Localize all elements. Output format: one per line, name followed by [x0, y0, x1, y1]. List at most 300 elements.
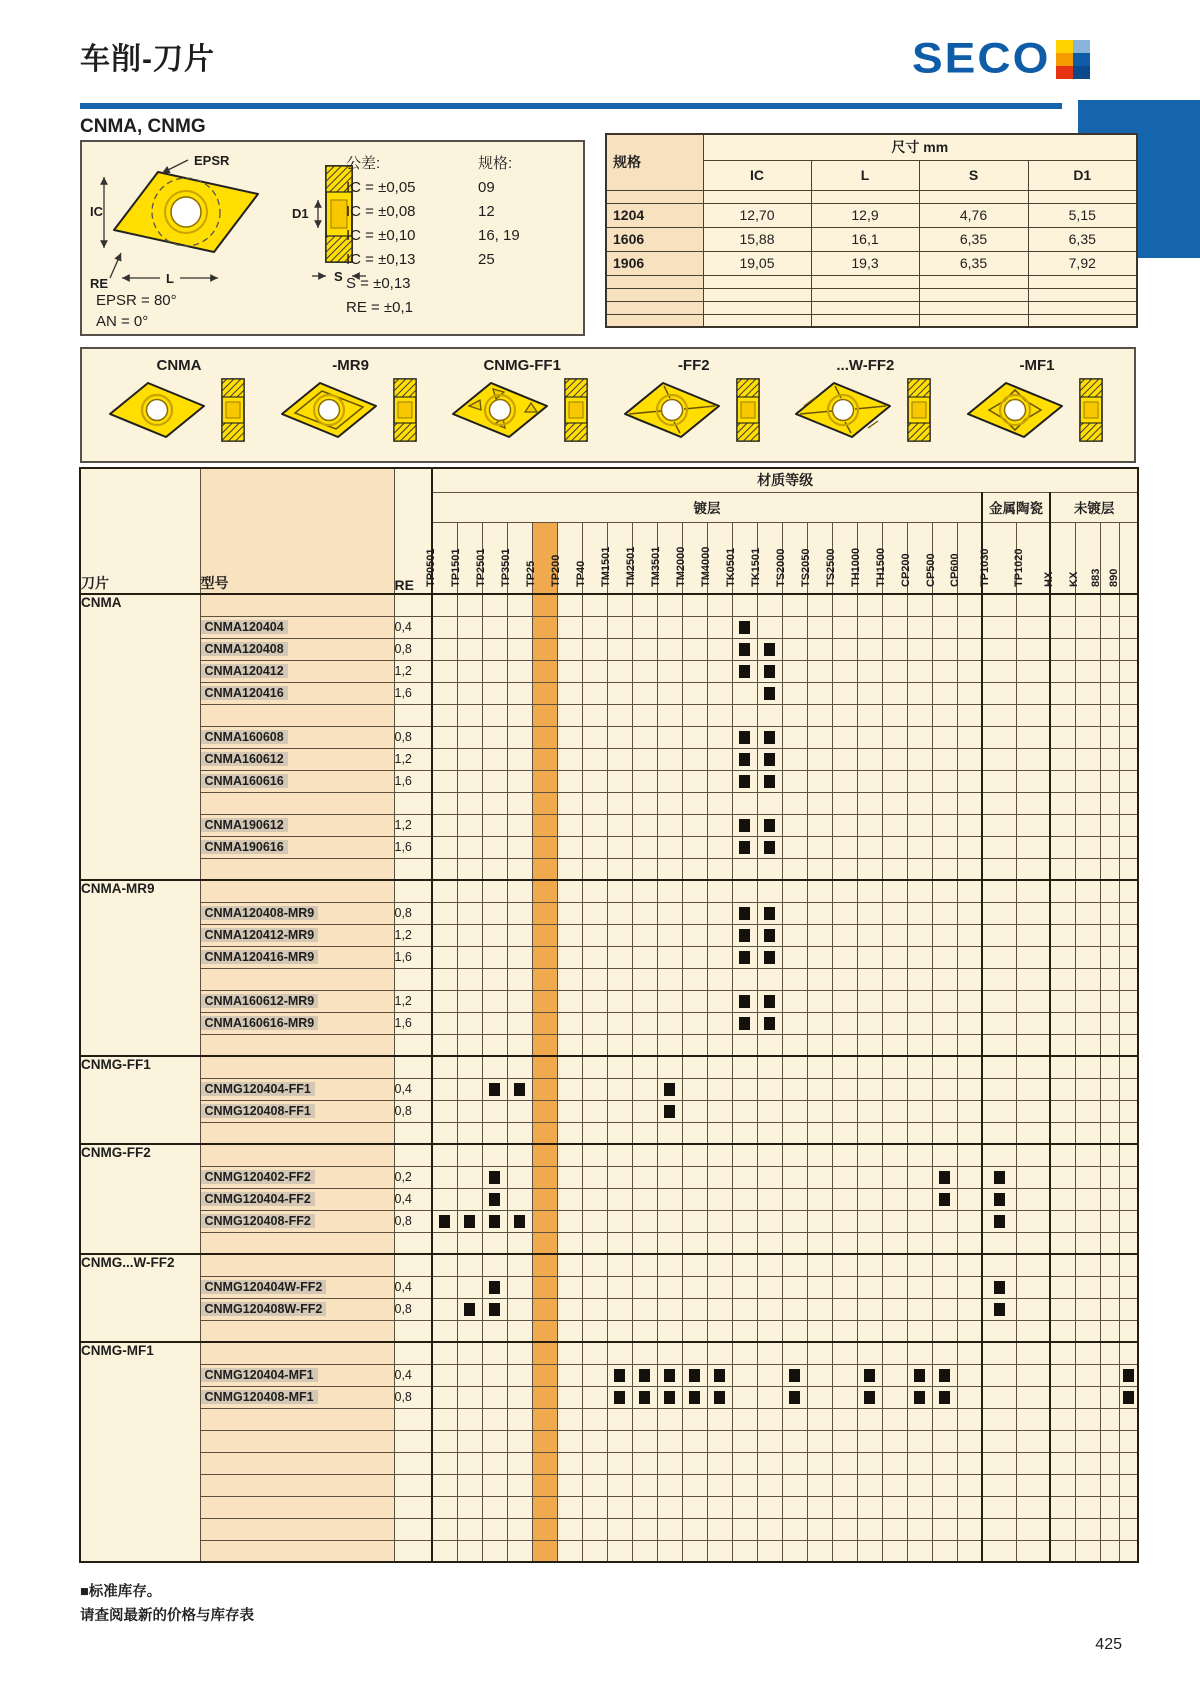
grade-cell: [507, 1034, 532, 1056]
grade-cell: [1100, 1166, 1119, 1188]
tolerance-item: IC = ±0,08: [346, 203, 416, 220]
grade-cell: [607, 1056, 632, 1078]
grade-cell: [757, 1078, 782, 1100]
re-cell: [394, 792, 432, 814]
grade-cell: [482, 1364, 507, 1386]
grade-cell: [882, 682, 907, 704]
grade-cell: [982, 990, 1016, 1012]
grade-cell: [1075, 814, 1100, 836]
grade-cell: [1119, 748, 1138, 770]
grade-cell: [882, 968, 907, 990]
grade-cell: [532, 1232, 557, 1254]
grade-cell: [982, 1056, 1016, 1078]
grade-cell: [882, 1496, 907, 1518]
grade-cell: [557, 638, 582, 660]
grade-cell: [482, 1100, 507, 1122]
grade-cell: [957, 902, 982, 924]
grade-cell: [482, 748, 507, 770]
grade-cell: [507, 1254, 532, 1276]
grade-cell: [832, 1210, 857, 1232]
grade-cell: [1016, 1188, 1050, 1210]
grade-cell: [582, 968, 607, 990]
grade-cell: [682, 990, 707, 1012]
grade-cell: [832, 1078, 857, 1100]
grade-cell: [582, 836, 607, 858]
grade-cell: [557, 836, 582, 858]
grade-cell: [532, 1100, 557, 1122]
grade-cell: [507, 1320, 532, 1342]
grade-cell: [757, 1496, 782, 1518]
grade-cell: [1075, 924, 1100, 946]
grade-cell: [482, 1518, 507, 1540]
grade-cell: [482, 726, 507, 748]
model-cell: CNMA160608: [200, 726, 394, 748]
re-cell: [394, 1430, 432, 1452]
grade-cell: [882, 1144, 907, 1166]
grade-cell: [1075, 1474, 1100, 1496]
size-item: 16, 19: [478, 227, 520, 244]
grade-cell: [532, 1122, 557, 1144]
model-empty-cell: [200, 1254, 394, 1276]
grade-cell: [1100, 1496, 1119, 1518]
grade-cell: [782, 1276, 807, 1298]
grade-cell: [932, 748, 957, 770]
stock-mark-square: [739, 621, 750, 634]
grade-cell: [432, 770, 457, 792]
grade-cell: [757, 1034, 782, 1056]
grade-cell: [457, 1342, 482, 1364]
stock-mark-square: [489, 1083, 500, 1096]
grade-cell: [607, 1034, 632, 1056]
grade-cell: [1100, 748, 1119, 770]
grade-cell: [432, 1518, 457, 1540]
model-cell: CNMG120404W-FF2: [200, 1276, 394, 1298]
grade-cell: [982, 1496, 1016, 1518]
grade-cell: [607, 1188, 632, 1210]
dim-value-cell: 12,9: [811, 203, 919, 227]
grade-cell: [1100, 682, 1119, 704]
grade-cell: [857, 660, 882, 682]
grade-cell: [457, 1430, 482, 1452]
grade-cell: [957, 1232, 982, 1254]
grade-cell: [882, 1540, 907, 1562]
grade-cell: [982, 770, 1016, 792]
grade-cell: [857, 1034, 882, 1056]
grade-cell: [657, 704, 682, 726]
insert-figure-wff2-icon: [790, 376, 940, 451]
dim-size-cell: 1606: [606, 227, 703, 251]
grade-cell: [982, 1078, 1016, 1100]
dim-empty-cell: [606, 288, 703, 301]
grade-cell: [807, 1540, 832, 1562]
grade-cell: [457, 1408, 482, 1430]
stock-mark-square: [764, 907, 775, 920]
grade-cell: [507, 726, 532, 748]
grade-cell: [507, 968, 532, 990]
model-cell: CNMA160616-MR9: [200, 1012, 394, 1034]
grade-cell: [857, 902, 882, 924]
dim-empty-cell: [606, 301, 703, 314]
grade-cell: [707, 990, 732, 1012]
grade-cell: [807, 836, 832, 858]
grade-cell: [557, 792, 582, 814]
grade-col-header-th1500: TH1500: [882, 522, 907, 594]
grade-cell: [907, 770, 932, 792]
grade-cell: [732, 704, 757, 726]
grade-cell: [932, 1232, 957, 1254]
grade-cell: [607, 946, 632, 968]
grade-cell: [1119, 1452, 1138, 1474]
grade-cell: [607, 990, 632, 1012]
grade-cell: [807, 1034, 832, 1056]
grade-cell: [832, 1188, 857, 1210]
grade-cell: [1100, 792, 1119, 814]
grade-cell: [1119, 1540, 1138, 1562]
stock-mark-square: [739, 665, 750, 678]
grade-cell: [1100, 1056, 1119, 1078]
dim-col-header: S: [919, 160, 1028, 190]
grade-cell: [632, 1188, 657, 1210]
grade-cell: [832, 704, 857, 726]
grade-cell: [732, 616, 757, 638]
stock-mark-square: [764, 643, 775, 656]
grade-cell: [507, 1122, 532, 1144]
re-cell: 0,8: [394, 726, 432, 748]
grade-cell: [732, 1166, 757, 1188]
grade-cell: [732, 1122, 757, 1144]
grade-cell: [432, 1430, 457, 1452]
grade-cell: [907, 990, 932, 1012]
grade-cell: [757, 814, 782, 836]
dim-empty-cell: [811, 190, 919, 203]
grade-cell: [807, 638, 832, 660]
grade-cell: [1100, 594, 1119, 616]
stock-mark-square: [614, 1391, 625, 1404]
grade-cell: [632, 902, 657, 924]
grade-cell: [557, 1100, 582, 1122]
grade-cell: [907, 1254, 932, 1276]
stock-mark-square: [739, 907, 750, 920]
grade-cell: [782, 814, 807, 836]
grade-cell: [957, 638, 982, 660]
dim-value-cell: 15,88: [703, 227, 811, 251]
model-cell: CNMA120416-MR9: [200, 946, 394, 968]
material-grade-header: 材质等级: [432, 468, 1138, 492]
grade-cell: [607, 594, 632, 616]
grade-cell: [582, 682, 607, 704]
grade-cell: [707, 1540, 732, 1562]
grade-cell: [932, 924, 957, 946]
insert-figure-mf1-icon: [962, 376, 1112, 451]
stock-mark-square: [489, 1193, 500, 1206]
grade-cell: [482, 638, 507, 660]
grade-cell: [657, 990, 682, 1012]
grade-cell: [682, 1122, 707, 1144]
grade-cell: [732, 880, 757, 902]
grade-cell: [582, 1188, 607, 1210]
grade-cell: [882, 1342, 907, 1364]
stock-mark-square: [764, 929, 775, 942]
grade-cell: [1075, 1496, 1100, 1518]
grade-cell: [932, 1474, 957, 1496]
grade-col-header-tm1501: TM1501: [607, 522, 632, 594]
stock-mark-square: [464, 1303, 475, 1316]
model-empty-cell: [200, 1496, 394, 1518]
grade-cell: [707, 1100, 732, 1122]
grade-cell: [557, 1342, 582, 1364]
grade-cell: [707, 1254, 732, 1276]
grade-cell: [1016, 682, 1050, 704]
grade-cell: [557, 594, 582, 616]
dim-value-cell: 6,35: [919, 227, 1028, 251]
grade-cell: [1100, 1122, 1119, 1144]
grade-cell: [1016, 1474, 1050, 1496]
grade-cell: [1075, 682, 1100, 704]
grade-cell: [732, 924, 757, 946]
grade-cell: [882, 1320, 907, 1342]
grade-cell: [457, 836, 482, 858]
grade-cell: [907, 1496, 932, 1518]
grade-cell: [482, 814, 507, 836]
grade-cell: [607, 682, 632, 704]
grade-cell: [1050, 946, 1075, 968]
grade-cell: [932, 1452, 957, 1474]
grade-cell: [1050, 1496, 1075, 1518]
grade-cell: [1075, 1100, 1100, 1122]
grade-cell: [482, 792, 507, 814]
grade-cell: [1075, 1430, 1100, 1452]
grade-cell: [732, 792, 757, 814]
grade-cell: [707, 1166, 732, 1188]
grade-cell: [607, 1364, 632, 1386]
grade-cell: [857, 990, 882, 1012]
model-empty-cell: [200, 1452, 394, 1474]
stock-mark-square: [764, 687, 775, 700]
grade-cell: [732, 1342, 757, 1364]
grade-cell: [607, 836, 632, 858]
grade-cell: [657, 1540, 682, 1562]
grade-cell: [1050, 1122, 1075, 1144]
grade-cell: [457, 638, 482, 660]
grade-cell: [732, 1210, 757, 1232]
grade-cell: [757, 1188, 782, 1210]
grade-cell: [1016, 1276, 1050, 1298]
grade-cell: [1100, 1386, 1119, 1408]
grade-cell: [682, 1210, 707, 1232]
grade-cell: [1050, 902, 1075, 924]
model-empty-cell: [200, 1540, 394, 1562]
grade-cell: [432, 1166, 457, 1188]
tolerance-item: S = ±0,13: [346, 275, 411, 292]
grade-cell: [957, 1188, 982, 1210]
grade-cell: [607, 1078, 632, 1100]
grade-cell: [557, 880, 582, 902]
grade-cell: [807, 1518, 832, 1540]
grade-cell: [957, 924, 982, 946]
grade-section-header: 未镀层: [1050, 492, 1138, 522]
grade-cell: [707, 638, 732, 660]
grade-cell: [682, 1430, 707, 1452]
grade-cell: [857, 1540, 882, 1562]
grade-cell: [857, 924, 882, 946]
grade-cell: [657, 1430, 682, 1452]
grade-cell: [732, 1386, 757, 1408]
grade-cell: [982, 792, 1016, 814]
grade-cell: [607, 814, 632, 836]
grade-cell: [907, 1100, 932, 1122]
grade-cell: [1050, 1342, 1075, 1364]
grade-cell: [957, 858, 982, 880]
grade-cell: [707, 594, 732, 616]
grade-cell: [657, 902, 682, 924]
diagram-label-l: L: [166, 271, 174, 286]
grade-cell: [682, 1474, 707, 1496]
grade-cell: [1075, 1540, 1100, 1562]
grade-cell: [907, 638, 932, 660]
grade-cell: [882, 1298, 907, 1320]
grade-cell: [832, 1474, 857, 1496]
dim-col-header: D1: [1028, 160, 1137, 190]
grade-cell: [557, 1518, 582, 1540]
grade-cell: [807, 704, 832, 726]
re-cell: [394, 1408, 432, 1430]
grade-cell: [582, 1298, 607, 1320]
grade-cell: [657, 1364, 682, 1386]
grade-cell: [882, 616, 907, 638]
grade-cell: [982, 1034, 1016, 1056]
grade-cell: [907, 1056, 932, 1078]
grade-cell: [632, 726, 657, 748]
grade-cell: [707, 1122, 732, 1144]
grade-cell: [932, 704, 957, 726]
grade-cell: [682, 594, 707, 616]
seco-wordmark: SECO: [912, 34, 1051, 82]
grade-cell: [657, 1012, 682, 1034]
grade-cell: [907, 924, 932, 946]
grade-cell: [557, 1254, 582, 1276]
grade-cell: [882, 1122, 907, 1144]
grade-cell: [857, 1386, 882, 1408]
grade-cell: [1100, 1210, 1119, 1232]
re-cell: [394, 1342, 432, 1364]
grade-cell: [907, 1276, 932, 1298]
grade-cell: [657, 638, 682, 660]
grade-cell: [832, 1012, 857, 1034]
grade-cell: [832, 1298, 857, 1320]
grade-cell: [932, 858, 957, 880]
grade-cell: [557, 1012, 582, 1034]
model-empty-cell: [200, 594, 394, 616]
grade-cell: [732, 748, 757, 770]
re-cell: 1,6: [394, 1012, 432, 1034]
diagram-label-re: RE: [90, 276, 109, 291]
grade-cell: [682, 704, 707, 726]
grade-cell: [957, 1364, 982, 1386]
grade-cell: [932, 594, 957, 616]
gallery-item: [268, 353, 434, 457]
grade-cell: [957, 946, 982, 968]
grade-cell: [982, 880, 1016, 902]
re-cell: 1,6: [394, 946, 432, 968]
grade-cell: [957, 1540, 982, 1562]
grade-cell: [757, 660, 782, 682]
grade-cell: [1100, 1298, 1119, 1320]
gallery-item-label: -MR9: [332, 357, 369, 374]
stock-mark-square: [939, 1171, 950, 1184]
grade-cell: [632, 1364, 657, 1386]
grade-cell: [1050, 1254, 1075, 1276]
grade-cell: [732, 726, 757, 748]
grade-cell: [757, 902, 782, 924]
grade-cell: [1050, 1320, 1075, 1342]
grade-col-header-tp1020: TP1020: [1016, 522, 1050, 594]
grade-cell: [1016, 1408, 1050, 1430]
grade-cell: [1100, 1012, 1119, 1034]
grade-cell: [807, 748, 832, 770]
grade-cell: [557, 1474, 582, 1496]
grade-cell: [707, 1518, 732, 1540]
grade-cell: [757, 1254, 782, 1276]
grade-cell: [932, 1056, 957, 1078]
grade-cell: [757, 792, 782, 814]
grade-cell: [1075, 1232, 1100, 1254]
grade-cell: [1016, 792, 1050, 814]
grade-cell: [1119, 638, 1138, 660]
re-cell: [394, 880, 432, 902]
grade-cell: [632, 1144, 657, 1166]
grade-cell: [457, 1320, 482, 1342]
grade-cell: [557, 1386, 582, 1408]
grade-cell: [582, 638, 607, 660]
model-empty-cell: [200, 1474, 394, 1496]
grade-cell: [457, 1518, 482, 1540]
grade-cell: [807, 616, 832, 638]
grade-cell: [607, 726, 632, 748]
grade-cell: [532, 638, 557, 660]
grade-cell: [482, 660, 507, 682]
grade-cell: [757, 1298, 782, 1320]
grade-cell: [807, 1122, 832, 1144]
re-cell: [394, 1034, 432, 1056]
grade-cell: [632, 748, 657, 770]
grade-cell: [932, 836, 957, 858]
dim-size-cell: 1204: [606, 203, 703, 227]
grade-cell: [507, 814, 532, 836]
grade-cell: [482, 1232, 507, 1254]
grade-cell: [432, 1122, 457, 1144]
grade-cell: [557, 1188, 582, 1210]
grade-cell: [507, 594, 532, 616]
grade-cell: [782, 1386, 807, 1408]
grade-cell: [707, 682, 732, 704]
stock-mark-square: [739, 819, 750, 832]
grade-cell: [482, 946, 507, 968]
grade-cell: [807, 1320, 832, 1342]
grade-cell: [1119, 1188, 1138, 1210]
grade-cell: [657, 1210, 682, 1232]
re-cell: [394, 704, 432, 726]
grade-cell: [1119, 1034, 1138, 1056]
grade-cell: [432, 1474, 457, 1496]
grade-cell: [582, 924, 607, 946]
grade-cell: [957, 1386, 982, 1408]
grade-cell: [757, 1518, 782, 1540]
grade-cell: [657, 1034, 682, 1056]
grade-cell: [457, 1298, 482, 1320]
grade-cell: [807, 1298, 832, 1320]
grade-cell: [857, 1452, 882, 1474]
grade-cell: [582, 1034, 607, 1056]
